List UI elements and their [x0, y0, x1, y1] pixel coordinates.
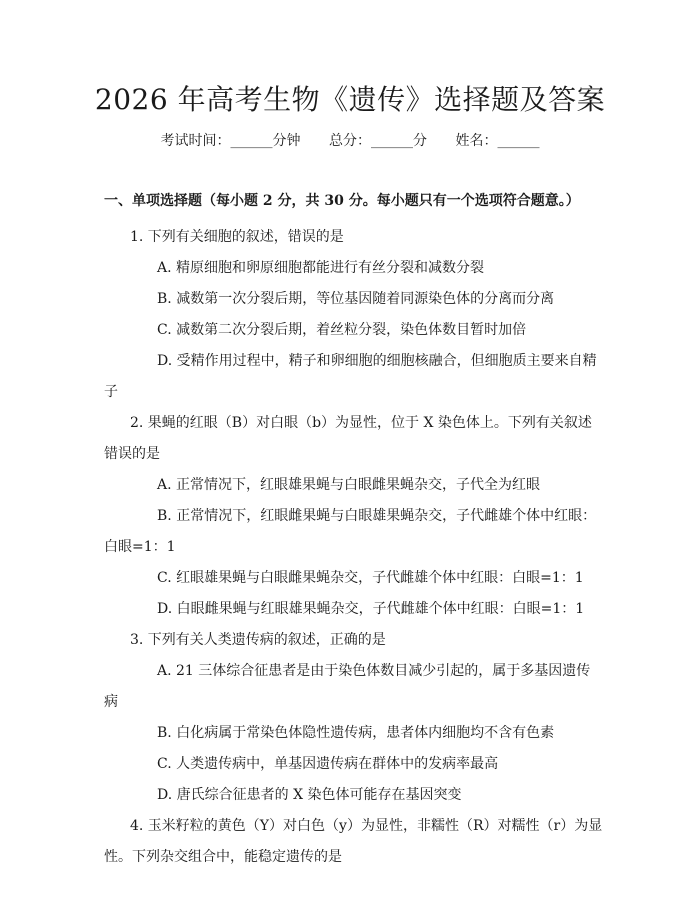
question-option: D. 唐氏综合征患者的 X 染色体可能存在基因突变	[157, 787, 462, 803]
question-option: A. 21 三体综合征患者是由于染色体数目减少引起的，属于多基因遗传病	[104, 663, 591, 710]
section-heading: 一、单项选择题（每小题 2 分，共 30 分。每小题只有一个选项符合题意。）	[104, 193, 580, 209]
total-score: 总分：______分	[329, 133, 427, 149]
question-stem: 4. 玉米籽粒的黄色（Y）对白色（y）为显性，非糯性（R）对糯性（r）为显性。下列杂交组合中，能稳定遗传的是	[104, 818, 603, 865]
question-stem: 1. 下列有关细胞的叙述，错误的是	[130, 229, 344, 245]
question-list	[104, 222, 604, 873]
question-option: A. 正常情况下，红眼雄果蝇与白眼雌果蝇杂交，子代全为红眼	[157, 477, 541, 493]
exam-time: 考试时间：______分钟	[160, 133, 301, 149]
student-name: 姓名：______	[455, 133, 540, 149]
question-option: B. 白化病属于常染色体隐性遗传病，患者体内细胞均不含有色素	[157, 725, 555, 741]
question-option: C. 红眼雄果蝇与白眼雌果蝇杂交，子代雌雄个体中红眼：白眼=1：1	[157, 570, 584, 586]
question-option: B. 减数第一次分裂后期，等位基因随着同源染色体的分离而分离	[157, 291, 555, 307]
question-option: C. 人类遗传病中，单基因遗传病在群体中的发病率最高	[157, 756, 499, 772]
question-option: D. 白眼雌果蝇与红眼雄果蝇杂交，子代雌雄个体中红眼：白眼=1：1	[157, 601, 585, 617]
question-stem: 2. 果蝇的红眼（B）对白眼（b）为显性，位于 X 染色体上。下列有关叙述错误的是	[104, 415, 592, 462]
question-option: C. 减数第二次分裂后期，着丝粒分裂，染色体数目暂时加倍	[157, 322, 527, 338]
question-stem: 3. 下列有关人类遗传病的叙述，正确的是	[130, 632, 386, 648]
question-option: A. 精原细胞和卵原细胞都能进行有丝分裂和减数分裂	[157, 260, 485, 276]
page-title: 2026 年高考生物《遗传》选择题及答案	[94, 83, 606, 116]
exam-meta	[0, 130, 700, 152]
question-option: B. 正常情况下，红眼雌果蝇与白眼雄果蝇杂交，子代雌雄个体中红眼：白眼=1：1	[104, 508, 597, 555]
question-option: D. 受精作用过程中，精子和卵细胞的细胞核融合，但细胞质主要来自精子	[104, 353, 597, 400]
